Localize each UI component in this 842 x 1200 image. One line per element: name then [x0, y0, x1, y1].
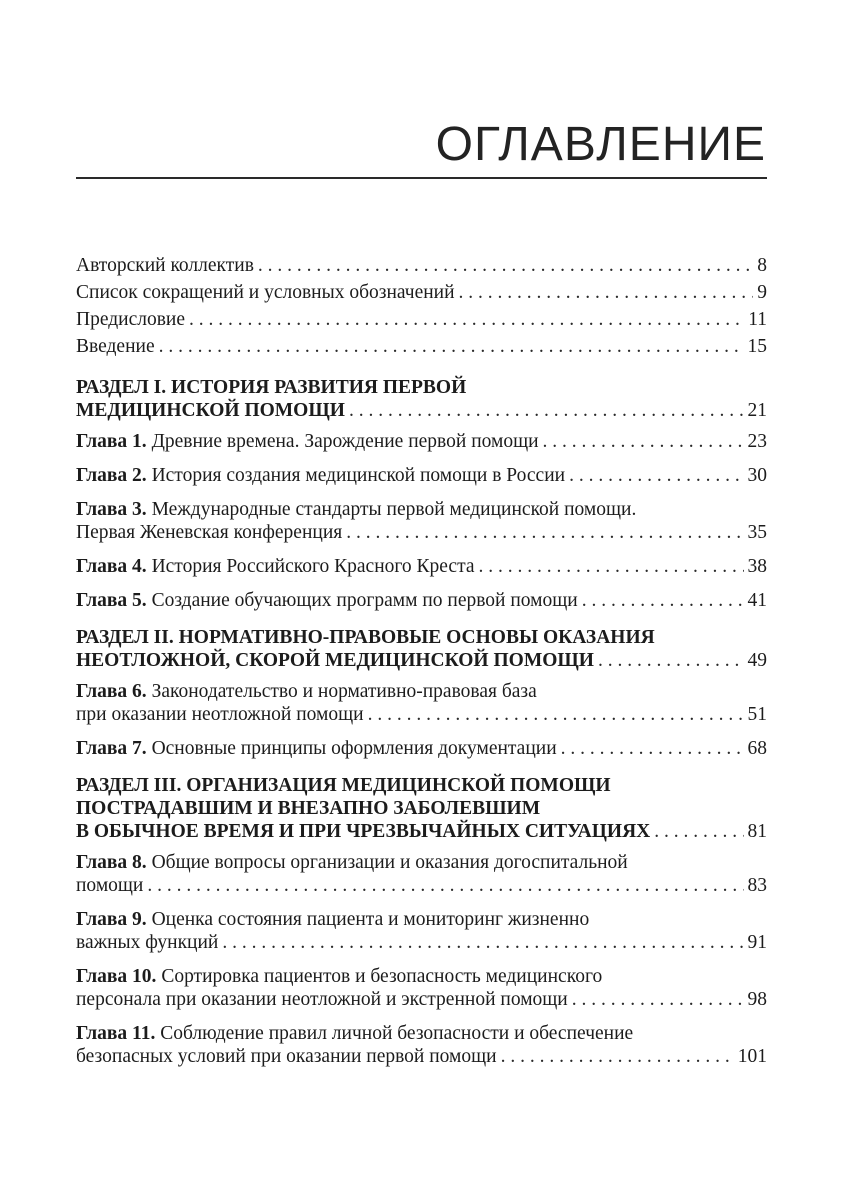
chapter-entry [76, 464, 767, 487]
toc-line [76, 626, 767, 649]
table-of-contents [76, 252, 767, 1068]
page-title: ОГЛАВЛЕНИЕ [435, 118, 766, 171]
toc-line [76, 306, 767, 333]
toc-line [76, 965, 767, 988]
dot-leader [501, 1045, 734, 1068]
toc-line [76, 874, 767, 897]
title-rule [76, 177, 767, 179]
front-matter-item [76, 333, 767, 360]
chapter-entry [76, 498, 767, 544]
dot-leader [147, 874, 743, 897]
chapter-entry [76, 965, 767, 1011]
chapter-entry [76, 555, 767, 578]
dot-leader [222, 931, 743, 954]
entry-title: Список сокращений и условных обозначений [76, 282, 455, 303]
page-number: 51 [747, 704, 767, 725]
entry-title: РАЗДЕЛ III. ОРГАНИЗАЦИЯ МЕДИЦИНСКОЙ ПОМОЩИ [76, 775, 611, 796]
chapter-label: Глава 6. [76, 681, 147, 702]
chapter-label: Глава 10. [76, 966, 157, 987]
page-number: 68 [747, 738, 767, 759]
dot-leader [159, 333, 744, 360]
entry-title: Глава 11. Соблюдение правил личной безопасности и обеспечение [76, 1023, 634, 1044]
toc-line [76, 1022, 767, 1045]
entry-title: РАЗДЕЛ I. ИСТОРИЯ РАЗВИТИЯ ПЕРВОЙ [76, 377, 467, 398]
section-heading [76, 376, 767, 422]
entry-title: Глава 8. Общие вопросы организации и оказания догоспитальной [76, 852, 628, 873]
dot-leader [543, 430, 744, 453]
chapter-entry [76, 1022, 767, 1068]
toc-line [76, 703, 767, 726]
page-number: 15 [747, 336, 767, 357]
entry-title: Глава 7. Основные принципы оформления документации [76, 738, 557, 759]
toc-line [76, 252, 767, 279]
chapter-label: Глава 11. [76, 1023, 156, 1044]
chapter-label: Глава 2. [76, 465, 147, 486]
dot-leader [346, 521, 743, 544]
front-matter-list [76, 252, 767, 360]
toc-line [76, 464, 767, 487]
toc-line [76, 851, 767, 874]
toc-line [76, 399, 767, 422]
chapter-entry [76, 430, 767, 453]
toc-line [76, 333, 767, 360]
toc-line [76, 589, 767, 612]
front-matter-item [76, 252, 767, 279]
dot-leader [582, 589, 744, 612]
chapter-label: Глава 4. [76, 556, 147, 577]
chapter-label: Глава 3. [76, 499, 147, 520]
entry-title: Глава 9. Оценка состояния пациента и мониторинг жизненно [76, 909, 590, 930]
front-matter-item [76, 279, 767, 306]
toc-line [76, 680, 767, 703]
page-number: 91 [747, 932, 767, 953]
dot-leader [569, 464, 743, 487]
dot-leader [368, 703, 744, 726]
toc-line [76, 908, 767, 931]
dot-leader [654, 820, 743, 843]
toc-line [76, 737, 767, 760]
chapter-entry [76, 737, 767, 760]
chapter-label: Глава 8. [76, 852, 147, 873]
entry-title: важных функций [76, 932, 219, 953]
dot-leader [349, 399, 744, 422]
dot-leader [258, 252, 753, 279]
dot-leader [598, 649, 744, 672]
page-number: 35 [747, 522, 767, 543]
entry-title: Глава 1. Древние времена. Зарождение первой помощи [76, 431, 539, 452]
page-number: 8 [757, 255, 767, 276]
entry-title: Авторский коллектив [76, 255, 254, 276]
entry-title: Введение [76, 336, 155, 357]
entry-title: Глава 5. Создание обучающих программ по первой помощи [76, 590, 578, 611]
page-number: 101 [737, 1046, 767, 1067]
entry-title: Глава 10. Сортировка пациентов и безопасность медицинского [76, 966, 603, 987]
toc-line [76, 521, 767, 544]
page-number: 49 [747, 650, 767, 671]
entry-title: НЕОТЛОЖНОЙ, СКОРОЙ МЕДИЦИНСКОЙ ПОМОЩИ [76, 650, 594, 671]
page-number: 11 [748, 309, 767, 330]
entry-title: помощи [76, 875, 144, 896]
dot-leader [479, 555, 744, 578]
entry-title: Глава 2. История создания медицинской помощи в России [76, 465, 566, 486]
chapter-label: Глава 1. [76, 431, 147, 452]
entry-title: Глава 6. Законодательство и нормативно-правовая база [76, 681, 537, 702]
toc-line [76, 1045, 767, 1068]
dot-leader [572, 988, 744, 1011]
page-number: 30 [747, 465, 767, 486]
toc-line [76, 797, 767, 820]
toc-line [76, 430, 767, 453]
chapter-label: Глава 9. [76, 909, 147, 930]
chapter-entry [76, 589, 767, 612]
toc-line [76, 279, 767, 306]
toc-line [76, 774, 767, 797]
entry-title: Глава 4. История Российского Красного Креста [76, 556, 475, 577]
toc-line [76, 820, 767, 843]
page-number: 21 [747, 400, 767, 421]
page-number: 9 [757, 282, 767, 303]
entry-title: безопасных условий при оказании первой помощи [76, 1046, 497, 1067]
chapter-label: Глава 7. [76, 738, 147, 759]
page-number: 81 [747, 821, 767, 842]
page-number: 38 [747, 556, 767, 577]
chapter-label: Глава 5. [76, 590, 147, 611]
page-number: 98 [747, 989, 767, 1010]
entry-title: персонала при оказании неотложной и экстренной помощи [76, 989, 568, 1010]
entry-title: при оказании неотложной помощи [76, 704, 364, 725]
entry-title: ПОСТРАДАВШИМ И ВНЕЗАПНО ЗАБОЛЕВШИМ [76, 798, 541, 819]
entry-title: Первая Женевская конференция [76, 522, 343, 543]
entry-title: В ОБЫЧНОЕ ВРЕМЯ И ПРИ ЧРЕЗВЫЧАЙНЫХ СИТУАЦИЯХ [76, 821, 651, 842]
toc-line [76, 555, 767, 578]
entry-title: Глава 3. Международные стандарты первой медицинской помощи. [76, 499, 637, 520]
chapter-entry [76, 908, 767, 954]
toc-line [76, 988, 767, 1011]
toc-line [76, 376, 767, 399]
dot-leader [189, 306, 744, 333]
section-heading [76, 774, 767, 843]
chapter-entry [76, 680, 767, 726]
page-number: 23 [747, 431, 767, 452]
toc-line [76, 498, 767, 521]
entry-title: МЕДИЦИНСКОЙ ПОМОЩИ [76, 400, 345, 421]
section-heading [76, 626, 767, 672]
dot-leader [561, 737, 744, 760]
toc-line [76, 649, 767, 672]
page-number: 83 [747, 875, 767, 896]
entry-title: Предисловие [76, 309, 186, 330]
chapter-entry [76, 851, 767, 897]
dot-leader [459, 279, 754, 306]
front-matter-item [76, 306, 767, 333]
page-number: 41 [747, 590, 767, 611]
toc-line [76, 931, 767, 954]
entry-title: РАЗДЕЛ II. НОРМАТИВНО-ПРАВОВЫЕ ОСНОВЫ ОКАЗАНИЯ [76, 627, 655, 648]
